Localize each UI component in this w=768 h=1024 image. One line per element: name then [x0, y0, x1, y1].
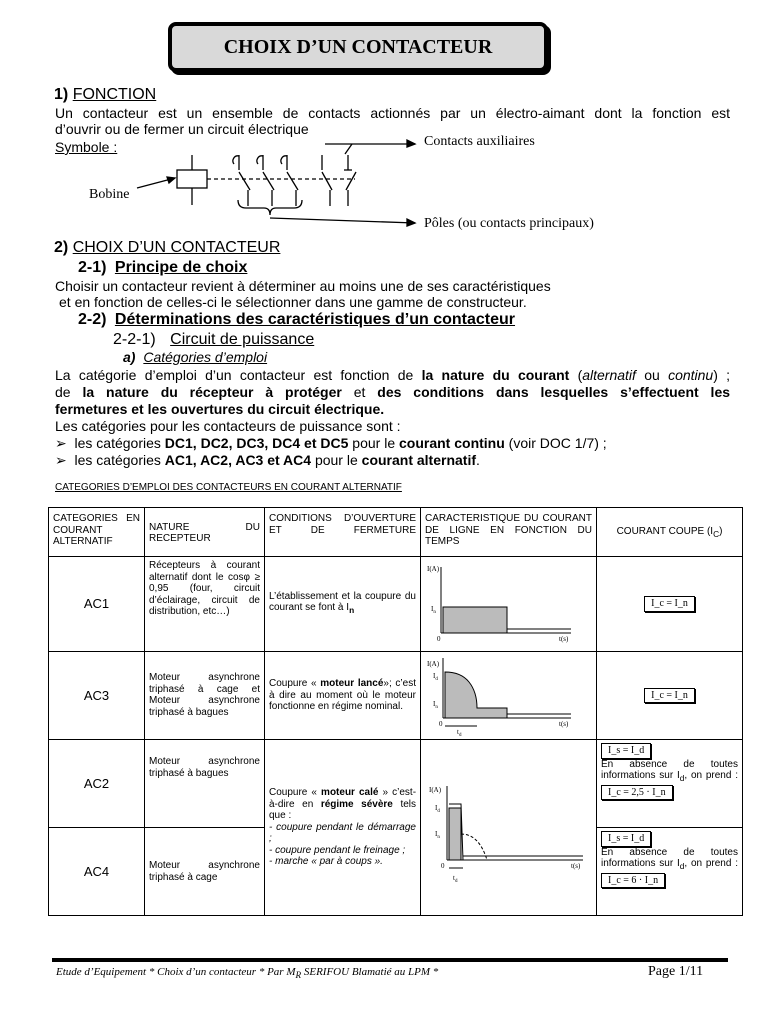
svg-text:0: 0	[439, 719, 443, 728]
s21-para-line1: Choisir un contacteur revient à déterminer au moins une de ses caractéristiques	[55, 278, 551, 294]
bullet-ac: ➢ les catégories AC1, AC2, AC3 et AC4 pour le courant alternatif.	[55, 452, 480, 468]
svg-text:td: $t_d$	[453, 873, 458, 884]
label-aux-contacts: Contacts auxiliaires	[424, 134, 535, 149]
table-caption: CATEGORIES D’EMPLOI DES CONTACTEURS EN COURANT ALTERNATIF	[55, 482, 402, 493]
svg-text:In: $I_n$	[435, 829, 440, 840]
cell-graph	[421, 651, 597, 740]
main-pole-1	[233, 155, 250, 206]
symbole-label: Symbole :	[55, 139, 118, 155]
arrow-bullet-icon: ➢	[55, 435, 67, 451]
ac-categories-table	[48, 507, 743, 916]
formula-box: I_c = I_n	[644, 688, 695, 704]
cell-graph-ac2-ac4	[421, 740, 597, 916]
formula-box: I_c = 2,5 · I_n	[601, 785, 673, 801]
header-nature: NATURE DU RECEPTEUR	[145, 508, 265, 557]
label-poles: Pôles (ou contacts principaux)	[424, 216, 594, 231]
main-pole-3	[281, 155, 298, 206]
cell-recepteur: Récepteurs à courant alternatif dont le cosφ ≥ 0,95 (four, circuit d’éclairage, circuit de distribution, etc…)	[145, 557, 265, 652]
section-2-heading: 2) CHOIX D’UN CONTACTEUR	[54, 239, 281, 256]
cell-recepteur: Moteur asynchrone triphasé à cage et Moteur asynchrone triphasé à bagues	[145, 651, 265, 740]
formula-box: I_c = I_n	[644, 596, 695, 612]
arrow-bullet-icon: ➢	[55, 452, 67, 468]
cell-courant-coupe: I_s = I_d En absence de toutes informations sur $I_d$, on prend : I_c = 6 · I_n	[597, 828, 743, 916]
svg-text:In: $I_n$	[431, 605, 436, 615]
cell-graph	[421, 557, 597, 652]
header-conditions: CONDITIONS D’OUVERTURE ET DE FERMETURE	[265, 508, 421, 557]
cell-courant-coupe	[597, 557, 743, 652]
section-1-para-line2: d’ouvrir ou de fermer un circuit électrique	[55, 121, 309, 137]
formula-box: I_s = I_d	[601, 743, 651, 759]
coil-rectangle	[177, 170, 207, 188]
svg-text:I(A): I(A)	[427, 565, 440, 573]
section-2-2-1-heading: 2-2-1) Circuit de puissance	[113, 331, 315, 348]
cell-category: AC2	[49, 740, 145, 828]
svg-text:t(s): t(s)	[559, 635, 569, 643]
cell-conditions: L’établissement et la coupure du courant se font à $I_n$	[265, 557, 421, 652]
cell-conditions: Coupure « moteur lancé»; c’est à dire au moment où le moteur fonctionne en régime nominal.	[265, 651, 421, 740]
svg-text:Id: $I_d$	[433, 671, 438, 682]
svg-text:I(A): I(A)	[429, 785, 442, 794]
svg-text:t(s): t(s)	[571, 861, 581, 870]
para-a-line1: La catégorie d’emploi d’un contacteur est fonction de la nature du courant (alternatif ou continu) ;	[55, 367, 731, 383]
section-1-heading: 1) FONCTION	[54, 86, 157, 103]
formula-box: I_c = 6 · I_n	[601, 873, 665, 889]
footer-left: Etude d’Equipement * Choix d’un contacteur * Par $M_R$ SERIFOU Blamatié au LPM *	[56, 966, 439, 981]
s21-para-line2: et en fonction de celles-ci le sélectionner dans une gamme de constructeur.	[59, 294, 527, 310]
aux-contact-no	[322, 155, 332, 206]
section-1-para-line1: Un contacteur est un ensemble de contacts actionnés par un électro-aimant dont la fonction est	[55, 105, 730, 121]
svg-text:0: 0	[437, 635, 441, 643]
graph-ac3	[421, 652, 597, 736]
cell-category: AC4	[49, 828, 145, 916]
cell-courant-coupe: I_s = I_d En absence de toutes informations sur $I_d$, on prend : I_c = 2,5 · I_n	[597, 740, 743, 828]
page-title: CHOIX D’UN CONTACTEUR	[223, 35, 493, 58]
main-pole-2	[257, 155, 274, 206]
header-categories: CATEGORIES EN COURANT ALTERNATIF	[49, 508, 145, 557]
cell-category: AC3	[49, 651, 145, 740]
para-a-line3: fermetures et les ouvertures du circuit électrique.	[55, 401, 385, 417]
para-a-line2: de la nature du récepteur à protéger et des conditions dans lesquelles s’effectuent les	[55, 384, 731, 400]
svg-text:Id: $I_d$	[435, 803, 440, 814]
section-a-heading: a) Catégories d’emploi	[123, 349, 268, 365]
cell-recepteur: Moteur asynchrone triphasé à bagues	[145, 740, 265, 828]
svg-text:I(A): I(A)	[427, 659, 440, 668]
table-header-row	[49, 508, 743, 557]
footer-page-number: Page 1/11	[648, 964, 704, 979]
page-title-box	[168, 22, 548, 72]
svg-text:0: 0	[441, 861, 445, 870]
footer-rule	[52, 958, 728, 962]
bullet-dc: ➢ les catégories DC1, DC2, DC3, DC4 et DC5 pour le courant continu (voir DOC 1/7) ;	[55, 435, 607, 451]
label-bobine: Bobine	[89, 187, 130, 202]
formula-box: I_s = I_d	[601, 831, 651, 847]
cell-recepteur: Moteur asynchrone triphasé à cage	[145, 828, 265, 916]
graph-ac1	[421, 557, 597, 647]
svg-text:t(s): t(s)	[559, 719, 569, 728]
para-a-line4: Les catégories pour les contacteurs de puissance sont :	[55, 418, 401, 434]
table-row	[49, 651, 743, 740]
aux-contact-nc	[344, 155, 356, 206]
cell-conditions-ac2-ac4: Coupure « moteur calé » c’est-à-dire en régime sévère tels que : - coupure pendant le démarrage ; - coupure pendant le freinage ; - marche « par à coups ».	[265, 740, 421, 916]
header-courant-coupe: COURANT COUPE $(I_C)$	[597, 508, 743, 557]
svg-text:In: $I_n$	[433, 699, 438, 710]
section-2-1-heading: 2-1) Principe de choix	[78, 259, 248, 276]
graph-ac2-ac4	[421, 756, 597, 896]
table-row	[49, 740, 743, 828]
table-row	[49, 557, 743, 652]
svg-text:td: $t_d$	[457, 727, 462, 736]
section-2-2-heading: 2-2) Déterminations des caractéristiques d’un contacteur	[78, 311, 516, 328]
cell-courant-coupe	[597, 651, 743, 740]
header-caracteristique: CARACTERISTIQUE DU COURANT DE LIGNE EN FONCTION DU TEMPS	[421, 508, 597, 557]
cell-category: AC1	[49, 557, 145, 652]
